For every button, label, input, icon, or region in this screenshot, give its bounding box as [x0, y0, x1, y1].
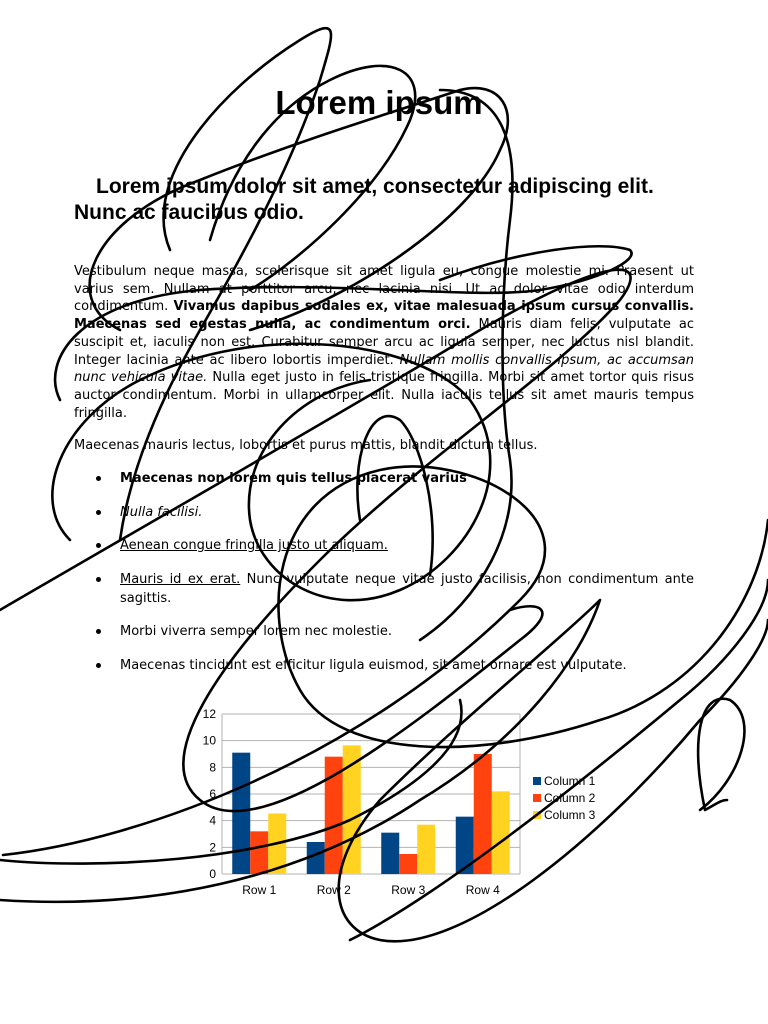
list-item [74, 622, 694, 641]
y-tick-label: 10 [202, 733, 216, 748]
list-item-text: Nulla facilisi. [120, 504, 203, 520]
bar [474, 754, 492, 874]
bullet-dot-icon [96, 543, 101, 548]
bullet-dot-icon [96, 510, 101, 515]
list-item [74, 536, 694, 555]
bullet-dot-icon [96, 663, 101, 668]
bar [307, 842, 325, 874]
y-tick-label: 2 [209, 840, 216, 855]
bullet-dot-icon [96, 629, 101, 634]
paragraph-text: Mauris diam felis, vulputate ac suscipit et, iaculis non est. Curabitur semper arcu ac ligula semper, nec luctus nisl blandit. Integer lacinia ante ac libero lobortis imperdiet. [74, 317, 694, 368]
body-paragraph [74, 263, 694, 422]
list-item [74, 570, 694, 608]
list-item-text: Morbi viverra semper lorem nec molestie. [120, 624, 393, 639]
bar [456, 817, 474, 874]
list-item [74, 656, 694, 675]
list-item-text: Aenean congue fringilla justo ut aliquam. [120, 538, 388, 553]
bar [343, 745, 361, 874]
bullet-dot-icon [96, 476, 101, 481]
bar [232, 753, 250, 874]
scribble-stroke [698, 699, 744, 810]
paragraph-italic-text: Nullam mollis convallis ipsum, ac accumsan nunc vehicula vitae. [74, 352, 695, 386]
list-item-text: Mauris id ex erat. [120, 571, 241, 587]
legend-label: Column 1 [544, 774, 596, 788]
bar [417, 825, 435, 874]
legend-swatch [533, 777, 541, 785]
bullet-dot-icon [96, 577, 101, 582]
paragraph-text: Vestibulum neque massa, scelerisque sit amet ligula eu, congue molestie mi. Praesent ut varius sem. Nullam at porttitor arcu, nec lacinia nisi. Ut ac dolor vitae odio interdum condimentum. [74, 264, 694, 315]
bar [381, 833, 399, 874]
paragraph-text: Nulla eget justo in felis tristique fringilla. Morbi sit amet tortor quis risus auctor condimentum. Morbi in ullamcorper elit. Nulla iaculis tellus sit amet mauris tempus fringilla. [74, 370, 695, 421]
list-item [74, 503, 694, 522]
document-subtitle: Lorem ipsum dolor sit amet, consectetur adipiscing elit. Nunc ac faucibus odio. [74, 175, 654, 224]
document-title: Lorem ipsum [275, 84, 483, 121]
list-item-text: Nunc vulputate neque vitae justo facilisis, non condimentum ante sagittis. [120, 571, 694, 606]
list-item [74, 469, 694, 488]
bar [268, 813, 286, 874]
legend-label: Column 3 [544, 808, 596, 822]
x-tick-label: Row 3 [391, 883, 426, 897]
y-tick-label: 4 [209, 813, 216, 828]
bar [492, 791, 510, 874]
y-tick-label: 0 [209, 867, 216, 881]
bar [399, 854, 417, 874]
y-tick-label: 12 [202, 707, 216, 721]
list-item-text: Maecenas tincidunt est efficitur ligula euismod, sit amet ornare est vulputate. [120, 657, 627, 673]
bar-chart [190, 700, 620, 910]
x-tick-label: Row 1 [242, 883, 277, 897]
paragraph-bold-text: Vivamus dapibus sodales ex, vitae malesuada ipsum cursus convallis. Maecenas sed egestas nulla, ac condimentum orci. [74, 299, 694, 333]
bar [325, 757, 343, 874]
bar [250, 831, 268, 874]
bullet-list [74, 469, 694, 689]
x-tick-label: Row 2 [316, 883, 351, 897]
list-item-text: Maecenas non lorem quis tellus placerat varius [120, 471, 467, 486]
y-tick-label: 6 [209, 787, 216, 801]
legend-label: Column 2 [544, 791, 596, 805]
y-tick-label: 8 [209, 760, 216, 775]
legend-swatch [533, 811, 541, 819]
body-paragraph-2: Maecenas mauris lectus, lobortis et purus mattis, blandit dictum tellus. [74, 438, 538, 453]
legend-swatch [533, 794, 541, 802]
x-tick-label: Row 4 [465, 883, 500, 897]
